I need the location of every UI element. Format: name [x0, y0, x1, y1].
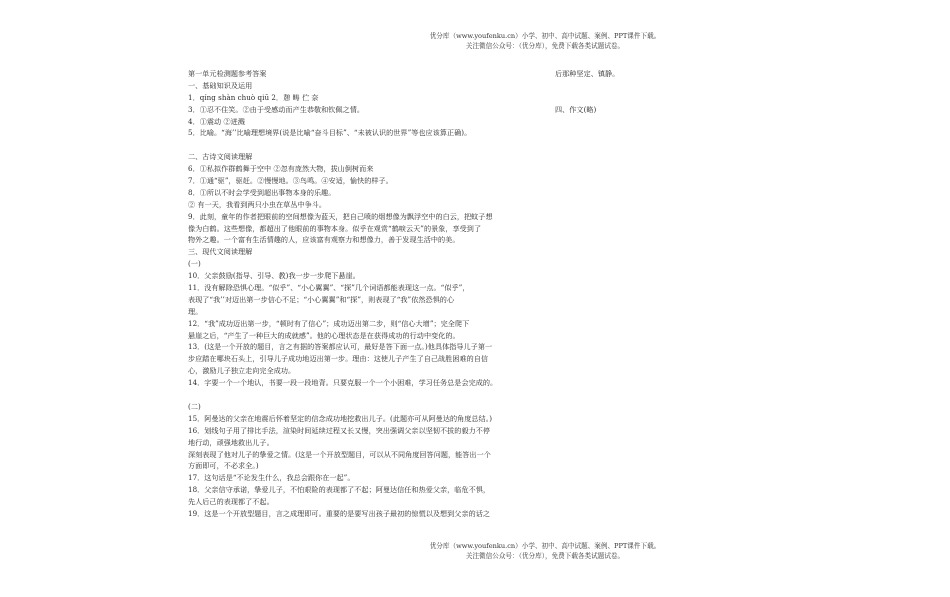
- answer-line: 9．此刻，童年的作者把眼前的空间想像为蓝天，把自己喷的烟想像为飘浮空中的白云，把蚊子想: [188, 211, 493, 221]
- answer-line: 悬崖之后，“产生了一种巨大的成就感”。他的心理状态是在获得成功的行动中变化的。: [188, 330, 460, 340]
- answer-line: 一、基础知识及运用: [188, 80, 253, 90]
- answer-line: 三、现代文阅读理解: [188, 247, 253, 257]
- answer-line: (二): [188, 401, 201, 411]
- answer-line: 1．qíng shàn chuò qiū 2．憩 畴 伫 奈: [188, 92, 319, 102]
- answer-line: 4．①震动 ②迸溅: [188, 116, 245, 126]
- answer-line: ② 有一天，我看到两只小虫在草丛中争斗。: [188, 199, 327, 209]
- answer-line: 14．字要一个一个地认，书要一段一段地背。只要克服一个一个小困难，学习任务总是会完成的。: [188, 378, 498, 388]
- answer-line: 6．①私拟作群鹤舞于空中 ②忽有庞然大物，拔山倒树而来: [188, 164, 374, 174]
- answer-line: (一): [188, 259, 201, 269]
- page-footer: [390, 541, 700, 561]
- answer-line: 物外之趣。一个富有生活情趣的人，应该富有观察力和想像力，善于发现生活中的美。: [188, 235, 460, 245]
- answer-line: 18．父亲信守承诺，挚爱儿子，不怕艰险的表现都了不起；阿曼达信任和热爱父亲，临危不惧，: [188, 485, 491, 495]
- answer-line: 10．父亲鼓励(指导、引导、教)我一步一步爬下悬崖。: [188, 271, 360, 281]
- answer-line: 二、古诗文阅读理解: [188, 152, 253, 162]
- answer-line: 地行动，顽强地救出儿子。: [188, 437, 274, 447]
- footer-line-2: 关注微信公众号：（优分库），免费下载各类试题试卷。: [465, 552, 625, 560]
- answer-line: 第一单元检测题参考答案: [188, 69, 267, 78]
- blank-line: [555, 92, 665, 104]
- header-line-1: 优分库（www.youfenku.cn）小学、初中、高中试题、案例、PPT课件下载。: [429, 32, 661, 40]
- answer-line: 3．①忍不住笑。②由于受感动而产生恭敬和钦佩之情。: [188, 104, 365, 114]
- answer-line: 心，激励儿子独立走向完全成功。: [188, 366, 296, 376]
- answer-line: 方面即可，不必求全。): [188, 461, 259, 471]
- answer-line: 11．没有解除恐惧心理。“似乎”、“小心翼翼”、“探”几个词语都能表现这一点。“似乎”，: [188, 283, 470, 293]
- answer-line: 像为白鹤。这些想像，都超出了他眼前的事物本身。似乎在观赏“鹤唳云天”的景象，享受到了: [188, 223, 482, 233]
- header-line-2: 关注微信公众号：（优分库），免费下载各类试题试卷。: [465, 42, 625, 50]
- answer-line: 8．①所以不时会学受到超出事物本身的乐趣。: [188, 187, 336, 197]
- page-header: [390, 31, 700, 51]
- answer-line: 19．这是一个开放型题目，言之成理即可。重要的是要写出孩子最初的惊慌以及想到父亲的话之: [188, 508, 491, 518]
- blank-line: [555, 80, 665, 92]
- answer-line: 先人后己的表现都了不起。: [188, 497, 274, 507]
- footer-line-1: 优分库（www.youfenku.cn）小学、初中、高中试题、案例、PPT课件下载。: [429, 542, 661, 550]
- answer-line: 四、作文(略): [555, 104, 597, 114]
- answer-line: 深刻表现了他对儿子的挚爱之情。(这是一个开放型题目，可以从不同角度回答问题，能答出一个: [188, 449, 491, 459]
- answer-line: 5．比喻。“海’’比喻理想境界(说是比喻“奋斗目标”、“未被认识的世界”等也应该算正确)。: [188, 128, 472, 138]
- blank-line: [188, 389, 545, 401]
- answer-line: 13．(这是一个开放的题目，言之有据的答案都应认可，最好是答下面一点。)他具体指导儿子第一: [188, 342, 493, 352]
- answer-column-left: [188, 68, 545, 520]
- answer-line: 理。: [188, 306, 203, 316]
- answer-line: 步应踏在哪块石头上，引导儿子成功地迈出第一步。理由：这使儿子产生了自己战胜困难的自信: [188, 354, 489, 364]
- answer-line: 12．“我”成功迈出第一步，“顿时有了信心”；成功迈出第二步，则“信心大增”；完全爬下: [188, 318, 470, 328]
- answer-column-right: [555, 68, 665, 116]
- answer-line: 表现了“我’’对迈出第一步信心不足；“小心翼翼”和“探”，则表现了“我”依然恐惧的心: [188, 294, 455, 304]
- answer-line: 15．阿曼达的父亲在地震后怀着坚定的信念成功地挖救出儿子。(此题亦可从阿曼达的角度总结。): [188, 413, 493, 423]
- answer-line: 16．划线句子用了排比手法，渲染时间延续过程又长又慢，突出强调父亲以坚韧不拔的毅力不停: [188, 425, 491, 435]
- answer-line: 7．①通“驱”，驱赶。②慢慢地。③鸟鸣。④安适，愉快的样子。: [188, 176, 393, 186]
- blank-line: [188, 139, 545, 151]
- answer-line: 17．这句话是“不论发生什么，我总会跟你在一起”。: [188, 473, 355, 483]
- answer-line: 后那种坚定、镇静。: [555, 69, 620, 78]
